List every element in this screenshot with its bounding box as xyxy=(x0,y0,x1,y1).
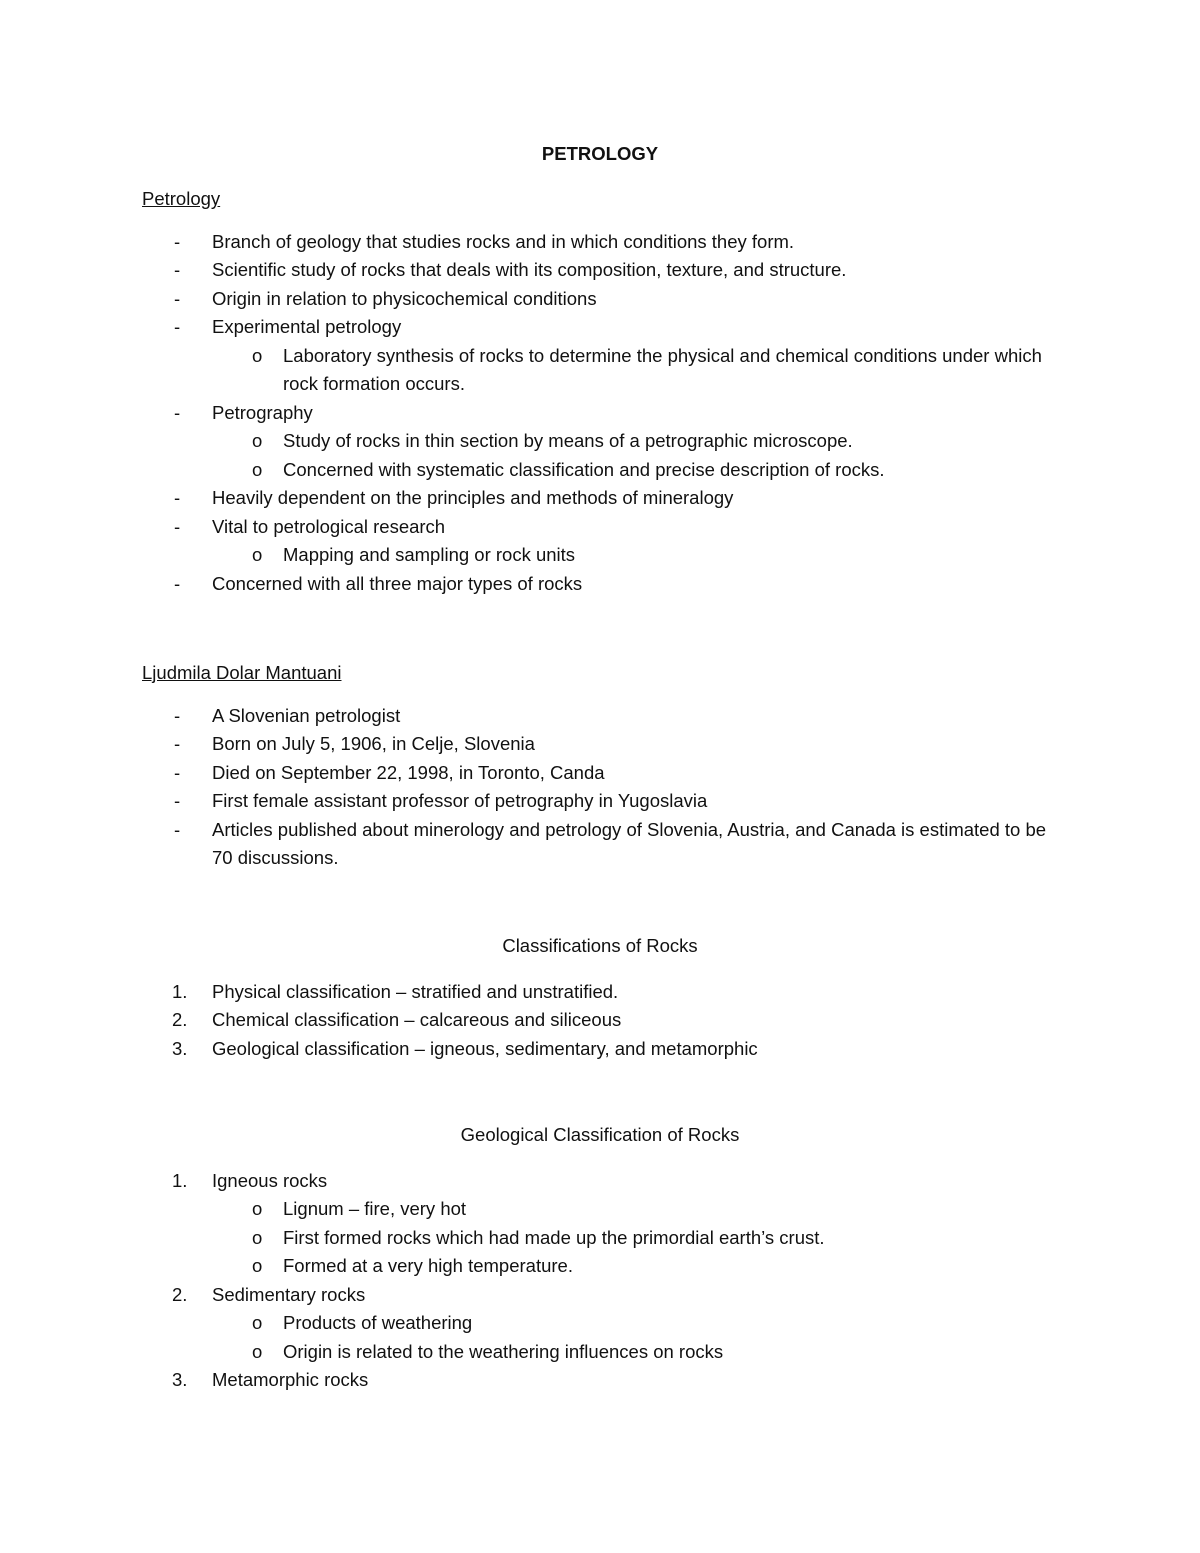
list-item xyxy=(0,730,1200,759)
dash-marker: - xyxy=(174,790,181,811)
list-item xyxy=(0,1167,1200,1196)
dash-marker: - xyxy=(174,572,181,594)
geological-list xyxy=(0,1167,1200,1395)
circle-marker: o xyxy=(252,1226,263,1248)
classifications-section xyxy=(0,932,1200,1063)
sub-list-item-text: Concerned with systematic classification and precise description of rocks. xyxy=(283,458,885,480)
list-item-text: Sedimentary rocks xyxy=(212,1283,366,1305)
dash-marker: - xyxy=(174,316,181,337)
list-item xyxy=(0,759,1200,788)
list-item-text: Chemical classification – calcareous and siliceous xyxy=(212,1009,622,1030)
sub-list-item-text: Study of rocks in thin section by means of a petrographic microscope. xyxy=(283,430,853,451)
sub-list-item xyxy=(0,1252,1200,1281)
list-number: 1. xyxy=(172,980,188,1002)
sub-list-item xyxy=(0,1224,1200,1253)
list-item-text: Heavily dependent on the principles and methods of mineralogy xyxy=(212,487,734,508)
sub-list-item xyxy=(0,456,1200,485)
circle-marker: o xyxy=(252,458,263,480)
mantuani-section xyxy=(0,659,1200,873)
list-item-text: Vital to petrological research xyxy=(212,515,446,537)
sub-list-item-text: Mapping and sampling or rock units xyxy=(283,544,576,565)
circle-marker: o xyxy=(252,1340,263,1362)
list-number: 3. xyxy=(172,1037,188,1059)
dash-marker: - xyxy=(174,733,181,754)
list-number: 2. xyxy=(172,1009,188,1030)
list-number: 2. xyxy=(172,1283,188,1305)
sub-list-item-text: Products of weathering xyxy=(283,1312,473,1333)
dash-marker: - xyxy=(174,401,181,423)
petrology-section xyxy=(0,185,1200,598)
list-item xyxy=(0,256,1200,285)
list-item xyxy=(0,1366,1200,1395)
list-item xyxy=(0,1281,1200,1310)
sub-list-item xyxy=(0,427,1200,456)
list-item-text: Origin in relation to physicochemical conditions xyxy=(212,287,597,309)
list-item xyxy=(0,228,1200,257)
list-item xyxy=(0,570,1200,599)
list-item xyxy=(0,702,1200,731)
sub-list-item xyxy=(0,1195,1200,1224)
dash-marker: - xyxy=(174,287,181,309)
dash-marker: - xyxy=(174,818,181,840)
list-item xyxy=(0,513,1200,542)
sub-list-item-text: Lignum – fire, very hot xyxy=(283,1198,467,1219)
circle-marker: o xyxy=(252,1255,263,1276)
list-item xyxy=(0,978,1200,1007)
petrology-heading: Petrology xyxy=(142,188,221,209)
list-item xyxy=(0,313,1200,342)
list-item-text: A Slovenian petrologist xyxy=(212,704,401,726)
list-item-text: Physical classification – stratified and unstratified. xyxy=(212,980,619,1002)
dash-marker: - xyxy=(174,704,181,726)
list-item xyxy=(0,1035,1200,1064)
list-item-text: Geological classification – igneous, sedimentary, and metamorphic xyxy=(212,1037,758,1059)
list-item-text: Articles published about minerology and petrology of Slovenia, Austria, and Canada is estimated to be 70 discussions. xyxy=(212,818,1047,868)
circle-marker: o xyxy=(252,1198,263,1219)
classifications-heading: Classifications of Rocks xyxy=(502,935,698,956)
list-number: 1. xyxy=(172,1169,188,1191)
sub-list-item-text: First formed rocks which had made up the primordial earth’s crust. xyxy=(283,1226,825,1248)
dash-marker: - xyxy=(174,515,181,537)
sub-list-item xyxy=(0,541,1200,570)
mantuani-list xyxy=(0,702,1200,873)
sub-list-item xyxy=(0,1309,1200,1338)
list-item-text: Scientific study of rocks that deals with its composition, texture, and structure. xyxy=(212,259,847,280)
list-item-text: Born on July 5, 1906, in Celje, Slovenia xyxy=(212,733,535,754)
circle-marker: o xyxy=(252,544,263,565)
geological-heading: Geological Classification of Rocks xyxy=(460,1124,740,1145)
petrology-list xyxy=(0,228,1200,599)
list-item xyxy=(0,285,1200,314)
list-item-text: Concerned with all three major types of rocks xyxy=(212,572,583,594)
circle-marker: o xyxy=(252,344,263,366)
list-item xyxy=(0,399,1200,428)
mantuani-heading: Ljudmila Dolar Mantuani xyxy=(142,662,342,683)
list-item xyxy=(0,1006,1200,1035)
circle-marker: o xyxy=(252,430,263,451)
list-item-text: Igneous rocks xyxy=(212,1169,328,1191)
list-item-text: Metamorphic rocks xyxy=(212,1369,369,1390)
dash-marker: - xyxy=(174,487,181,508)
list-item-text: Petrography xyxy=(212,401,313,423)
sub-list-item-text: Formed at a very high temperature. xyxy=(283,1255,573,1276)
list-item xyxy=(0,484,1200,513)
sub-list-item xyxy=(0,1338,1200,1367)
document-title: PETROLOGY xyxy=(541,143,659,164)
geological-section xyxy=(0,1121,1200,1395)
dash-marker: - xyxy=(174,230,181,252)
dash-marker: - xyxy=(174,259,181,280)
list-item-text: Died on September 22, 1998, in Toronto, Canda xyxy=(212,761,605,783)
sub-list-item-text: Origin is related to the weathering influences on rocks xyxy=(283,1340,724,1362)
circle-marker: o xyxy=(252,1312,263,1333)
sub-list-item xyxy=(0,342,1200,399)
classifications-list xyxy=(0,978,1200,1064)
sub-list-item-text: Laboratory synthesis of rocks to determine the physical and chemical conditions under which rock formation occurs. xyxy=(283,344,1042,394)
list-item xyxy=(0,787,1200,816)
list-item xyxy=(0,816,1200,873)
dash-marker: - xyxy=(174,761,181,783)
list-item-text: Branch of geology that studies rocks and in which conditions they form. xyxy=(212,230,795,252)
list-item-text: Experimental petrology xyxy=(212,316,402,337)
list-number: 3. xyxy=(172,1369,188,1390)
list-item-text: First female assistant professor of petrography in Yugoslavia xyxy=(212,790,708,811)
